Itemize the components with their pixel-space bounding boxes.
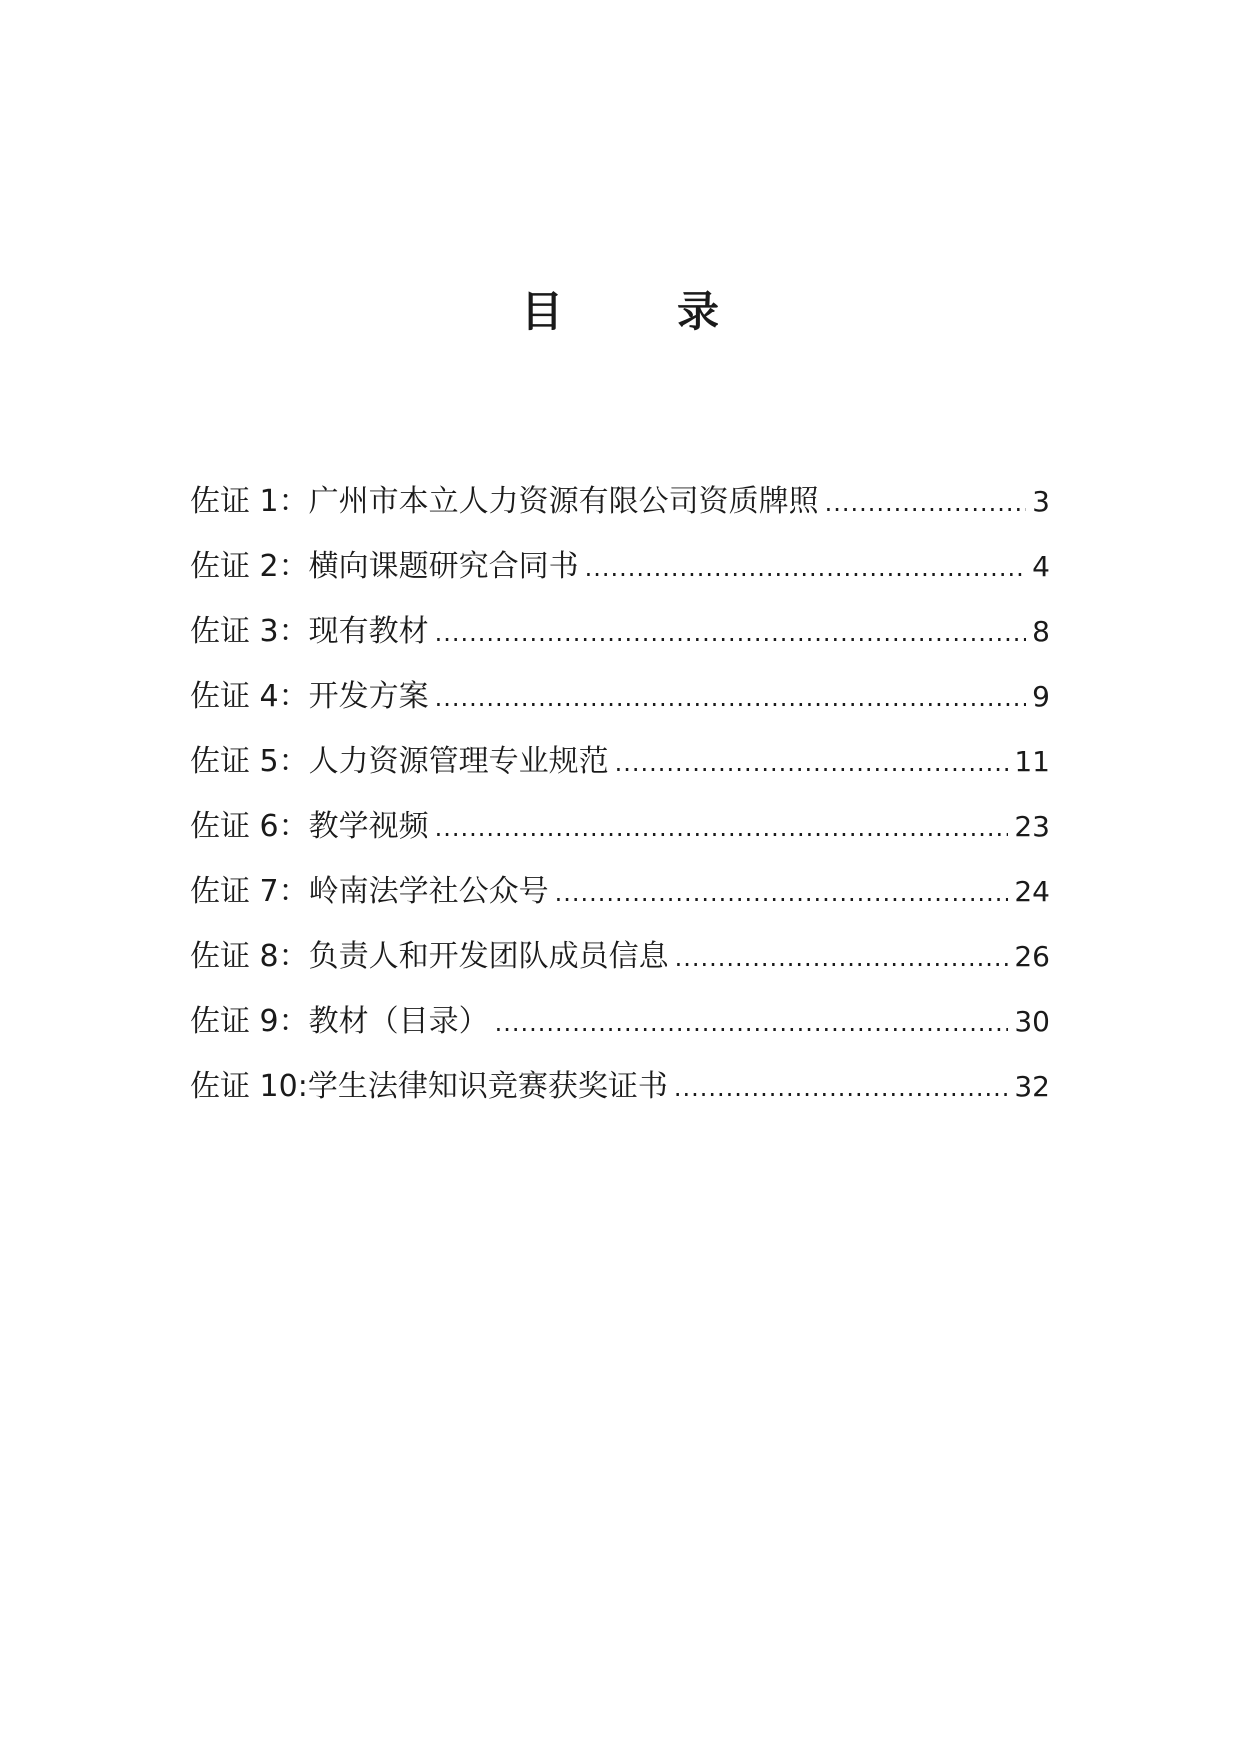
toc-entry-label: 佐证 5：人力资源管理专业规范 (190, 744, 609, 779)
toc-entry-page: 23 (1014, 810, 1050, 843)
toc-entry-label: 佐证 7：岭南法学社公众号 (190, 874, 549, 909)
toc-entry[interactable] (190, 547, 1050, 612)
dot-leader (495, 1003, 1009, 1043)
toc-list (190, 482, 1050, 1132)
toc-entry[interactable] (190, 482, 1050, 547)
dot-leader (674, 1068, 1009, 1108)
dot-leader (825, 483, 1027, 523)
dot-leader (675, 938, 1009, 978)
toc-entry-page: 4 (1032, 550, 1050, 583)
toc-entry[interactable] (190, 677, 1050, 742)
toc-entry[interactable] (190, 872, 1050, 937)
toc-entry-label: 佐证 10:学生法律知识竞赛获奖证书 (190, 1069, 668, 1104)
toc-entry[interactable] (190, 937, 1050, 1002)
dot-leader (555, 873, 1009, 913)
toc-entry-label: 佐证 3：现有教材 (190, 614, 429, 649)
toc-entry-label: 佐证 2：横向课题研究合同书 (190, 549, 579, 584)
toc-entry[interactable] (190, 807, 1050, 872)
toc-entry[interactable] (190, 1067, 1050, 1132)
dot-leader (435, 613, 1027, 653)
page-title: 目 录 (520, 287, 755, 336)
dot-leader (615, 743, 1009, 783)
toc-entry-page: 32 (1014, 1070, 1050, 1103)
toc-entry-label: 佐证 9：教材（目录） (190, 1004, 489, 1039)
toc-entry-page: 9 (1032, 680, 1050, 713)
toc-entry-page: 30 (1014, 1005, 1050, 1038)
toc-entry[interactable] (190, 612, 1050, 677)
toc-entry-page: 3 (1032, 485, 1050, 518)
dot-leader (435, 808, 1009, 848)
toc-entry-label: 佐证 1：广州市本立人力资源有限公司资质牌照 (190, 484, 819, 519)
toc-entry-page: 8 (1032, 615, 1050, 648)
dot-leader (585, 548, 1027, 588)
toc-entry-page: 26 (1014, 940, 1050, 973)
toc-entry[interactable] (190, 1002, 1050, 1067)
toc-entry-page: 11 (1014, 745, 1050, 778)
dot-leader (435, 678, 1027, 718)
toc-entry[interactable] (190, 742, 1050, 807)
toc-entry-page: 24 (1014, 875, 1050, 908)
toc-entry-label: 佐证 6：教学视频 (190, 809, 429, 844)
toc-entry-label: 佐证 4：开发方案 (190, 679, 429, 714)
toc-entry-label: 佐证 8：负责人和开发团队成员信息 (190, 939, 669, 974)
